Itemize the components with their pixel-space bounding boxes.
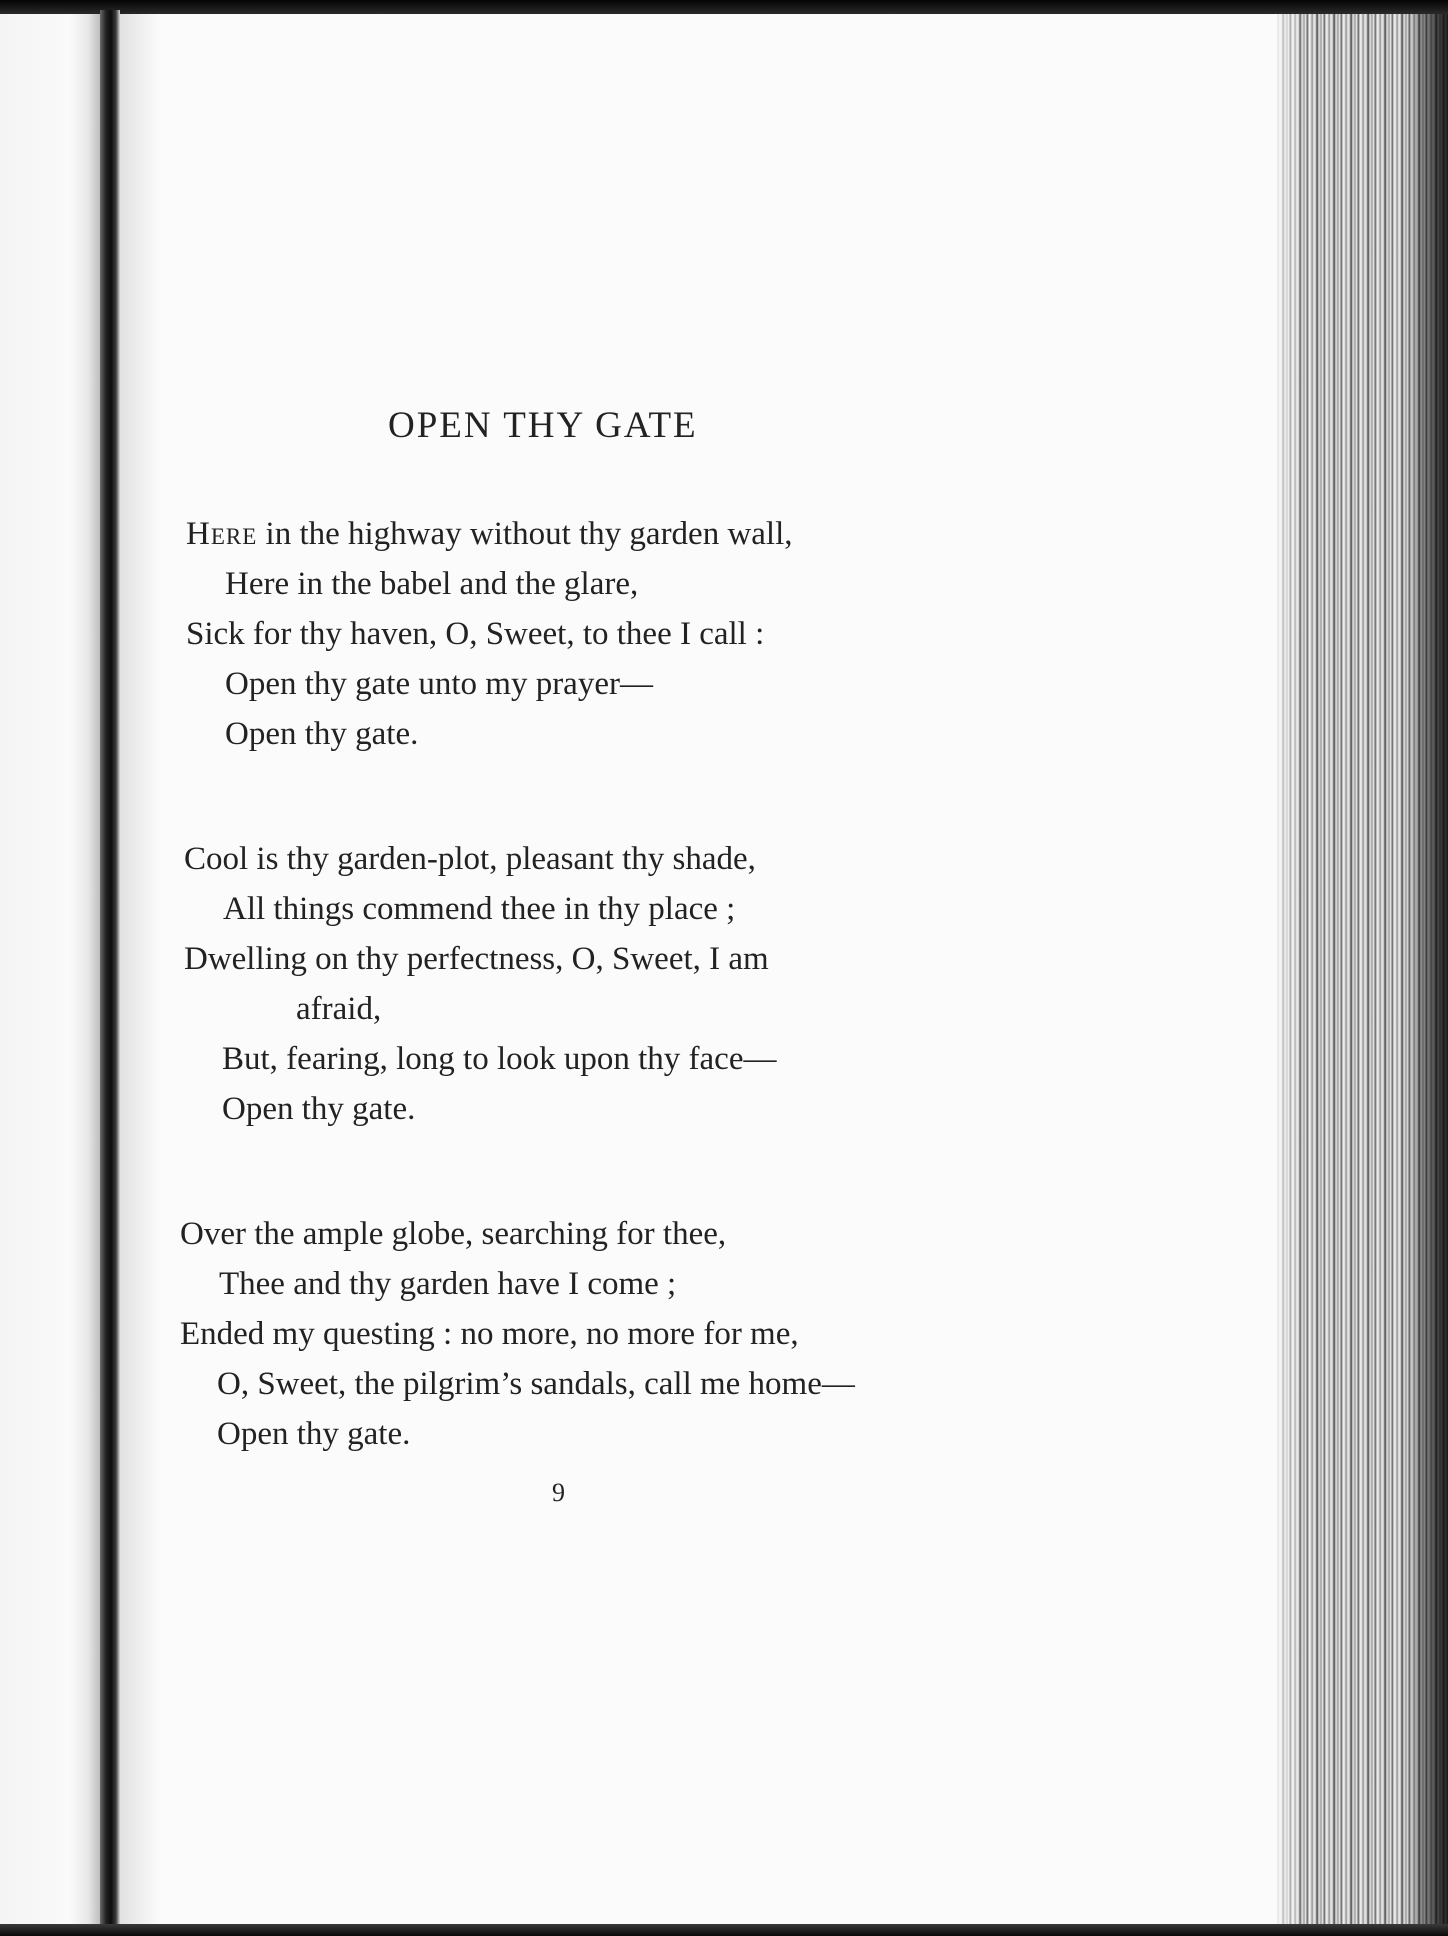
poem-line: Open thy gate. bbox=[225, 716, 419, 752]
poem-line: But, fearing, long to look upon thy face— bbox=[222, 1041, 777, 1077]
poem-line: O, Sweet, the pilgrim’s sandals, call me home— bbox=[217, 1366, 855, 1402]
book-gutter bbox=[100, 10, 120, 1926]
poem-line bbox=[186, 518, 793, 551]
poem-line: Open thy gate. bbox=[222, 1091, 416, 1127]
poem-line: Ended my questing : no more, no more for me, bbox=[180, 1316, 799, 1352]
poem-line: All things commend thee in thy place ; bbox=[223, 891, 736, 927]
page-stack-shadow bbox=[1405, 14, 1448, 1926]
poem-line: afraid, bbox=[296, 991, 382, 1027]
poem-line: Open thy gate unto my prayer— bbox=[225, 666, 653, 702]
line-text: in the highway without thy garden wall, bbox=[257, 516, 793, 552]
gutter-shadow bbox=[120, 10, 160, 1926]
top-edge bbox=[0, 0, 1448, 14]
poem-line: Here in the babel and the glare, bbox=[225, 566, 639, 602]
bottom-edge bbox=[0, 1924, 1448, 1936]
drop-word: Here bbox=[186, 516, 258, 552]
poem-line: Open thy gate. bbox=[217, 1416, 411, 1452]
poem-line: Thee and thy garden have I come ; bbox=[219, 1266, 677, 1302]
poem-line: Sick for thy haven, O, Sweet, to thee I call : bbox=[186, 616, 765, 652]
page-number: 9 bbox=[552, 1478, 565, 1507]
poem-line: Dwelling on thy perfectness, O, Sweet, I am bbox=[184, 941, 769, 977]
page-stack-highlight bbox=[1275, 14, 1305, 1926]
poem-title: OPEN THY GATE bbox=[388, 405, 698, 446]
left-facing-page bbox=[0, 14, 100, 1924]
poem-line: Over the ample globe, searching for thee, bbox=[180, 1216, 727, 1252]
poem-line: Cool is thy garden-plot, pleasant thy shade, bbox=[184, 841, 756, 877]
